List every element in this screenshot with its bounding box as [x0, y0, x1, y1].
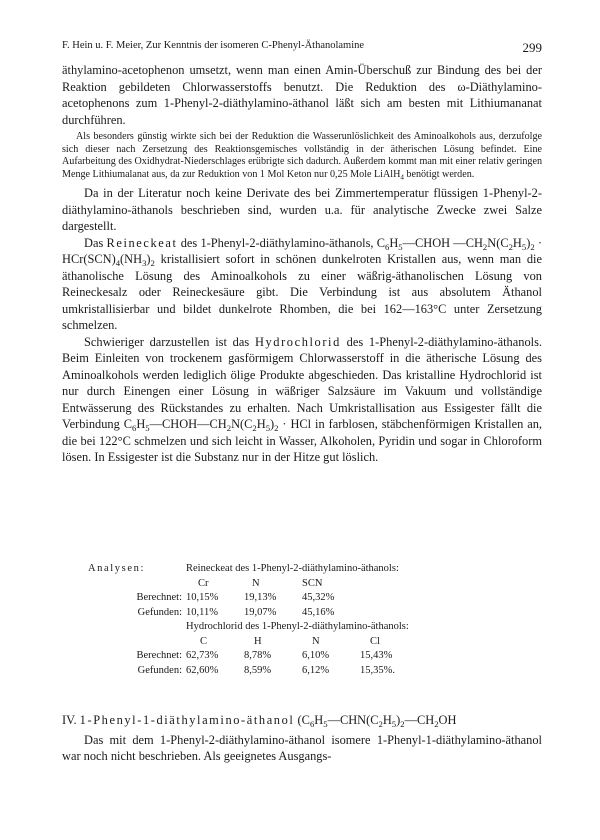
section-iv	[62, 712, 542, 765]
column-header: C	[200, 635, 208, 647]
table-row: Gefunden: 62,60% 8,59% 6,12% 15,35%.	[137, 664, 395, 676]
column-header: N	[252, 577, 260, 589]
body-text	[62, 62, 542, 466]
paragraph-reduction: äthylamino-acetophenon umsetzt, wenn man einen Amin-Überschuß zur Bindung des bei der Reaktion gebildeten Chlorwasserstoffs benutzt. Die Reduktion des ω-Diäthylamino-acetophenons zum 1-Phenyl-2-diäthylamino-äthanol läßt sich am besten mit Lithiumananat durchführen.	[62, 63, 542, 127]
paragraph-reineckeat: Das Reineckeat des 1-Phenyl-2-diäthylamino-äthanols, $C_6H_5—CHOH$ $—CH_2N(C_2H_5)_2 \cdot HCr(SCN)_4(NH_3)_2$ kristallisiert sofort in schönen dunkelroten Kristallen aus, wenn man die äthanolische Lösung des Aminoalkohols zu einer wäßrig-äthanolischen Lösung von Reineckesalz oder Reineckesäure gibt. Die Verbindung ist aus absolutem Äthanol umkristallisierbar und bildet dunkelrote Rhomben, die bei 162—163°C unter Zersetzung schmelzen.	[62, 235, 542, 333]
table-row: Berechnet: 10,15% 19,13% 45,32%	[136, 592, 335, 603]
small-print-note: Als besonders günstig wirkte sich bei der Reduktion die Wasserunlöslichkeit des Aminoalkohols aus, derzufolge sich dieser nach Zersetzung des Reaktionsgemisches vollständig in der ätherischen Lösung befindet. Eine Aufarbeitung des Oxidhydrat-Niederschlages erübrigte sich dadurch. Außerdem kommt man mit einer relativ geringen Menge Lithiumalanat aus, da zur Reduktion von 1 Mol Keton nur 0,25 Mole LiAlH$_4$ benötigt werden.	[62, 131, 542, 182]
column-header: SCN	[302, 577, 323, 589]
paragraph-salts-intro: Da in der Literatur noch keine Derivate des bei Zimmertemperatur flüssigen 1-Phenyl-2-diäthylamino-äthanols beschrieben sind, wurden u.a. für analytische Zwecke zwei Salze dargestellt.	[62, 186, 542, 234]
term-hydrochlorid: Hydrochlorid	[254, 334, 341, 349]
section-heading: IV. 1-Phenyl-1-diäthylamino-äthanol ($C_6H_5—CHN(C_2H_5)_2—CH_2OH$	[62, 713, 457, 730]
term-reineckeat: Reineckeat	[106, 235, 178, 250]
hydrochlorid-title-row	[88, 620, 508, 635]
hydrochlorid-analysis-title: Hydrochlorid des 1-Phenyl-2-diäthylamino-äthanols:	[186, 621, 409, 632]
section-paragraph: Das mit dem 1-Phenyl-2-diäthylamino-äthanol isomere 1-Phenyl-1-diäthylamino-äthanol war noch nicht beschrieben. Als geeignetes Ausgangs-	[62, 732, 542, 763]
column-header: Cr	[198, 577, 209, 589]
analysis-header-row	[88, 562, 508, 577]
reineckeat-columns-row	[88, 577, 508, 592]
column-header: Cl	[370, 635, 380, 647]
running-header	[62, 40, 542, 56]
column-header: H	[254, 635, 262, 647]
hydrochlorid-columns-row	[88, 635, 508, 650]
analysis-label: Analysen:	[88, 563, 145, 574]
running-title: F. Hein u. F. Meier, Zur Kenntnis der isomeren C-Phenyl-Äthanolamine	[62, 40, 365, 51]
analysis-table	[88, 562, 508, 678]
table-row: Berechnet: 62,73% 8,78% 6,10% 15,43%	[136, 650, 393, 661]
paragraph-hydrochlorid: Schwieriger darzustellen ist das Hydrochlorid des 1-Phenyl-2-diäthylamino-äthanols. Beim Einleiten von trockenem gasförmigem Chlorwasserstoff in die ätherische Lösung des Aminoalkohols werden lediglich ölige Produkte abgeschieden. Das kristalline Hydrochlorid ist nur durch Einengen einer Lösung in wäßriger Salzsäure im Vakuum und vollständige Entwässerung des Rückstandes zu erhalten. Nach Umkristallisation aus Essigester fällt die Verbindung $C_6H_5—CHOH—CH_2N(C_2H_5)_2$ · HCl in farblosen, stäbchenförmigen Kristallen an, die bei 122°C schmelzen und sich leicht in Wasser, Alkoholen, Pyridin und sogar in Chloroform lösen. In Essigester ist die Substanz nur in der Hitze gut löslich.	[62, 334, 542, 465]
page-number: 299	[522, 40, 542, 55]
column-header: N	[312, 635, 320, 647]
table-row: Gefunden: 10,11% 19,07% 45,16%	[137, 606, 335, 618]
reineckeat-analysis-title: Reineckeat des 1-Phenyl-2-diäthylamino-äthanols:	[186, 563, 399, 574]
